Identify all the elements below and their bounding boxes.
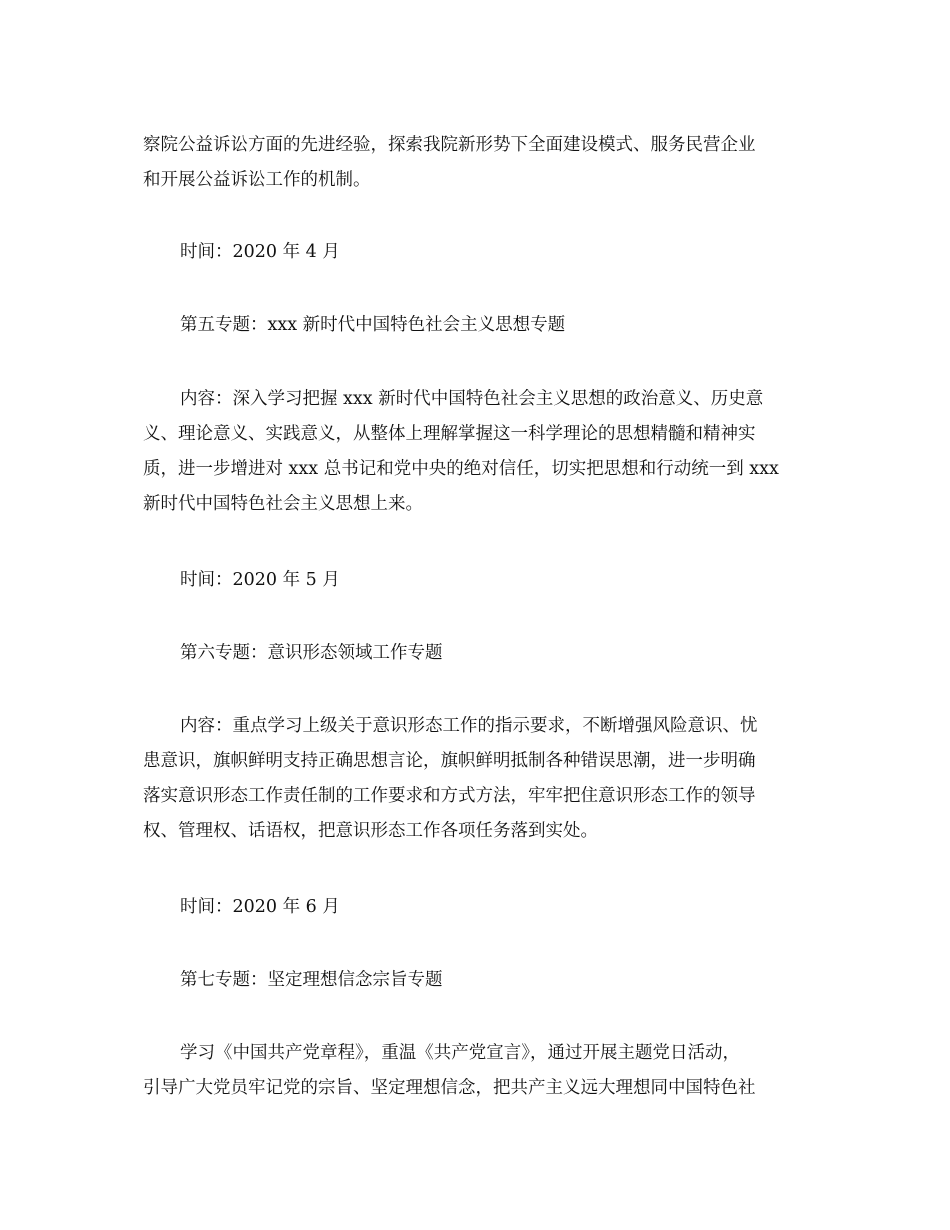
paragraph-continuation [143, 128, 813, 198]
topic-5-heading [143, 308, 813, 343]
text-line: 义、理论意义、实践意义，从整体上理解掌握这一科学理论的思想精髓和精神实 [143, 424, 756, 444]
time-may [143, 563, 813, 598]
time-april [143, 235, 813, 270]
topic-6-content [143, 709, 813, 849]
text-line: 质，进一步增进对 xxx 总书记和党中央的绝对信任，切实把思想和行动统一到 xxx [143, 459, 779, 479]
text-line: 第六专题：意识形态领域工作专题 [180, 643, 443, 663]
text-line: 内容：重点学习上级关于意识形态工作的指示要求，不断增强风险意识、忧 [180, 716, 758, 736]
text-line: 新时代中国特色社会主义思想上来。 [143, 494, 423, 514]
text-line: 和开展公益诉讼工作的机制。 [143, 170, 371, 190]
text-line: 第七专题：坚定理想信念宗旨专题 [180, 970, 443, 990]
text-line: 内容：深入学习把握 xxx 新时代中国特色社会主义思想的政治意义、历史意 [180, 389, 764, 409]
text-line: 落实意识形态工作责任制的工作要求和方式方法，牢牢把住意识形态工作的领导 [143, 786, 756, 806]
text-line: 患意识，旗帜鲜明支持正确思想言论，旗帜鲜明抵制各种错误思潮，进一步明确 [143, 751, 756, 771]
text-line: 时间：2020 年 5 月 [180, 570, 340, 590]
text-line: 第五专题：xxx 新时代中国特色社会主义思想专题 [180, 315, 566, 335]
text-line: 时间：2020 年 6 月 [180, 897, 340, 917]
topic-7-content [143, 1036, 813, 1106]
text-line: 学习《中国共产党章程》，重温《共产党宣言》，通过开展主题党日活动， [180, 1043, 740, 1063]
topic-6-heading [143, 636, 813, 671]
topic-7-heading [143, 963, 813, 998]
text-line: 引导广大党员牢记党的宗旨、坚定理想信念，把共产主义远大理想同中国特色社 [143, 1078, 756, 1098]
time-june [143, 890, 813, 925]
text-line: 察院公益诉讼方面的先进经验，探索我院新形势下全面建设模式、服务民营企业 [143, 135, 756, 155]
text-line: 权、管理权、话语权，把意识形态工作各项任务落到实处。 [143, 821, 598, 841]
topic-5-content [143, 382, 813, 522]
text-line: 时间：2020 年 4 月 [180, 242, 340, 262]
